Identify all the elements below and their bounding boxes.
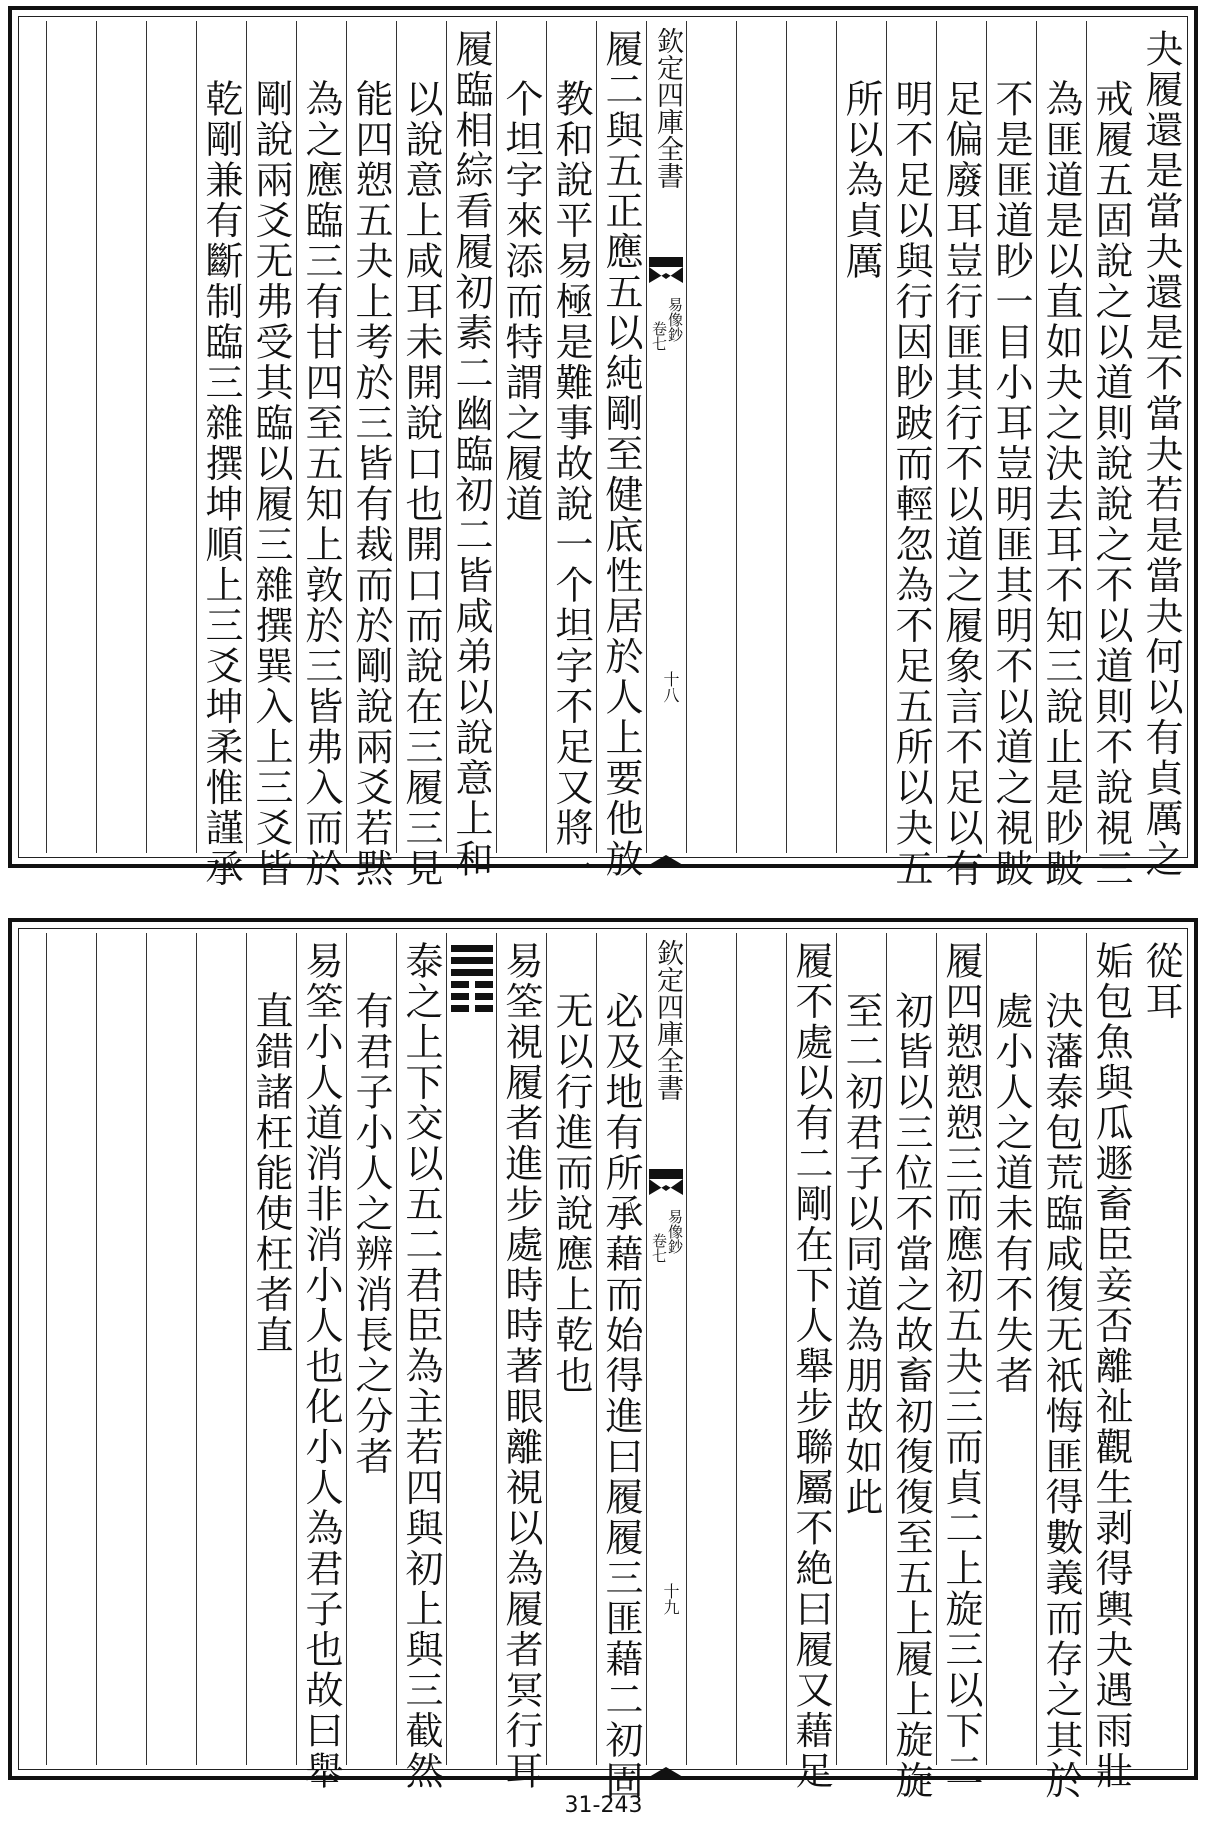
top-right-column-5: 足偏廢耳豈行匪其行不以道之履象言不足以有 [936, 21, 986, 853]
bottom-right-column-8: 履不處以有二剛在下人舉步聯屬不絶曰履又藉足 [786, 933, 836, 1765]
bottom-right-column-4: 處小人之道未有不失者 [986, 933, 1036, 1765]
hexagram-line-4 [451, 981, 493, 988]
top-left-column-9: 乾剛兼有斷制臨三雜撰坤順上三爻坤柔惟謹承 [196, 21, 246, 853]
hexagram-line-3 [451, 969, 493, 976]
top-left-column-10 [146, 21, 196, 853]
bottom-left-column-6: 有君子小人之辨消長之分者 [346, 933, 396, 1765]
top-center-gutter [646, 21, 686, 853]
bottom-left-column-4 [446, 933, 496, 1765]
gutter-book-title: 欽定四庫全書 [652, 939, 683, 1101]
bottom-fish-tail-mark-icon [649, 1763, 683, 1777]
top-right-column-10 [686, 21, 736, 853]
bottom-right-column-3: 決藩泰包荒臨咸復无祇悔匪得數義而存之其於 [1036, 933, 1086, 1765]
top-right-column-1: 夬履還是當夬還是不當夬若是當夬何以有貞厲之 [1139, 29, 1183, 880]
top-right-column-4: 不是匪道眇一目小耳豈明匪其明不以道之視跛 [986, 21, 1036, 853]
gutter-volume: 卷七 [650, 1233, 668, 1263]
hexagram-line-2 [451, 957, 493, 964]
top-left-column-1: 履二與五正應五以純剛至健底性居於人上要他放 [596, 21, 646, 853]
top-left-column-6: 能四愬五夬上考於三皆有裁而於剛說兩爻若黙 [346, 21, 396, 853]
top-right-column-3: 為匪道是以直如夬之決去耳不知三說止是眇跛 [1036, 21, 1086, 853]
bottom-fish-tail-mark-icon [649, 851, 683, 865]
top-left-column-5: 以說意上咸耳未開說口也開口而說在三履三見 [396, 21, 446, 853]
bottom-left-column-7: 易筌小人道消非消小人也化小人為君子也故曰舉 [296, 933, 346, 1765]
bottom-center-gutter [646, 933, 686, 1765]
hexagram-line-6 [451, 1005, 493, 1012]
top-right-column-7: 所以為貞厲 [836, 21, 886, 853]
top-left-column-4: 履臨相綜看履初素二幽臨初二皆咸弟以說意上和 [446, 21, 496, 853]
bottom-left-column-3: 易筌視履者進步處時時著眼離視以為履者冥行耳 [496, 933, 546, 1765]
fish-tail-mark-icon [649, 1169, 683, 1195]
bottom-right-column-2: 姤包魚與瓜遯畜臣妾否離祉觀生剥得輿夬遇雨壯 [1086, 933, 1136, 1765]
top-left-column-3: 个坦字來添而特謂之履道 [496, 21, 546, 853]
gutter-book-name: 易像鈔 [666, 1209, 684, 1254]
top-right-column-2: 戒履五固說之以道則說說之不以道則不說視三 [1086, 21, 1136, 853]
gutter-volume: 卷七 [650, 321, 668, 351]
bottom-left-column-1: 必及地有所承藉而始得進曰履履三匪藉二初固 [596, 933, 646, 1765]
top-right-column-6: 明不足以與行因眇跛而輕忽為不足五所以夬五 [886, 21, 936, 853]
bottom-left-column-12 [46, 933, 96, 1765]
bottom-left-column-8: 直錯諸枉能使枉者直 [246, 933, 296, 1765]
bottom-right-column-9 [736, 933, 786, 1765]
bottom-page-frame [18, 928, 1188, 1801]
gutter-book-name: 易像鈔 [666, 297, 684, 342]
gutter-folio: 十八 [661, 671, 680, 703]
top-left-column-12 [46, 21, 96, 853]
hexagram-line-5 [451, 993, 493, 1000]
top-page-panel [8, 6, 1198, 889]
bottom-right-column-5: 履四愬愬愬三而應初五夬三而貞二上旋三以下二 [936, 933, 986, 1765]
gutter-book-title: 欽定四庫全書 [652, 27, 683, 189]
bottom-right-column-6: 初皆以三位不當之故畜初復復至五上履上旋旋 [886, 933, 936, 1765]
fish-tail-mark-icon [649, 257, 683, 283]
top-left-column-7: 為之應臨三有甘四至五知上敦於三皆弗入而於 [296, 21, 346, 853]
hexagram-line-1 [451, 945, 493, 952]
bottom-right-column-1: 從耳 [1139, 941, 1183, 1022]
top-page-frame [18, 16, 1188, 889]
top-right-column-9 [736, 21, 786, 853]
bottom-right-column-10 [686, 933, 736, 1765]
bottom-left-column-11 [96, 933, 146, 1765]
bottom-left-column-10 [146, 933, 196, 1765]
top-left-column-8: 剛說兩爻无弗受其臨以履三雜撰巽入上三爻皆 [246, 21, 296, 853]
bottom-left-column-9 [196, 933, 246, 1765]
gutter-folio: 十九 [661, 1583, 680, 1615]
top-left-column-11 [96, 21, 146, 853]
bottom-left-column-5: 泰之上下交以五二君臣為主若四與初上與三截然 [396, 933, 446, 1765]
bottom-left-column-2: 无以行進而說應上乾也 [546, 933, 596, 1765]
bottom-right-column-7: 至二初君子以同道為朋故如此 [836, 933, 886, 1765]
top-right-column-8 [786, 21, 836, 853]
pi-hexagram-icon [451, 945, 493, 1017]
bottom-page-panel [8, 918, 1198, 1801]
page-number: 31-243 [564, 1793, 643, 1818]
top-left-column-2: 教和說平易極是難事故說一个坦字不足又將一 [546, 21, 596, 853]
